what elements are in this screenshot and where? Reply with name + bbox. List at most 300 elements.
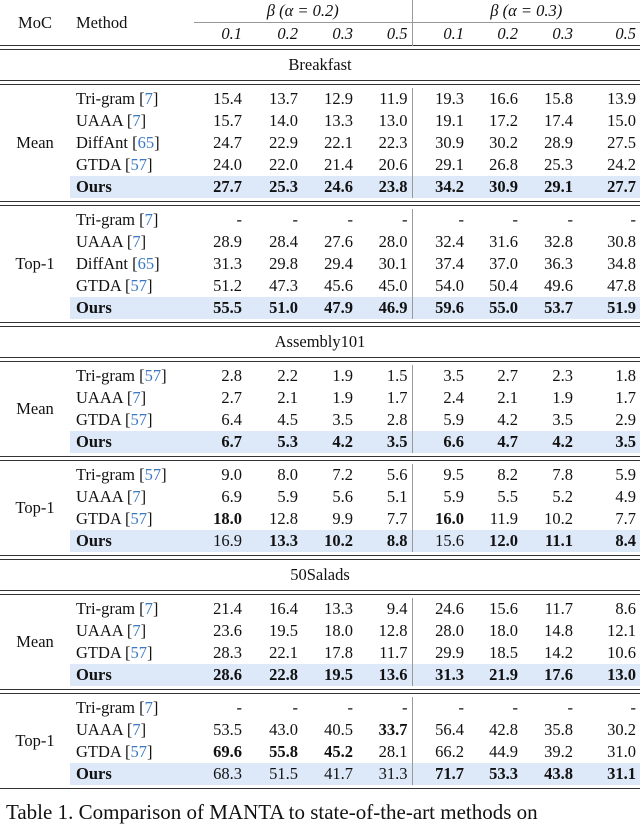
citation-link[interactable]: 57 bbox=[130, 509, 148, 528]
moc-label: Top-1 bbox=[15, 498, 55, 517]
value-cell: 31.1 bbox=[577, 763, 640, 785]
method-name: GTDA bbox=[76, 276, 121, 295]
value-cell: 41.7 bbox=[302, 763, 357, 785]
citation-link[interactable]: 7 bbox=[132, 111, 141, 130]
section-title-row bbox=[0, 327, 640, 358]
citation-link[interactable]: 57 bbox=[130, 155, 148, 174]
method-cell: DiffAnt [65] bbox=[76, 254, 160, 273]
table-row bbox=[0, 365, 640, 387]
table-row-ours bbox=[0, 763, 640, 785]
value-cell: 22.0 bbox=[269, 155, 298, 174]
value-cell: 13.6 bbox=[357, 664, 412, 686]
value-cell: 7.7 bbox=[386, 509, 408, 528]
value-cell: 49.6 bbox=[544, 276, 574, 295]
value-cell: 4.2 bbox=[522, 431, 577, 453]
value-cell: 1.8 bbox=[615, 366, 637, 385]
citation-link[interactable]: 57 bbox=[130, 410, 148, 429]
value-cell: 31.3 bbox=[213, 254, 242, 273]
value-cell: 2.1 bbox=[497, 388, 519, 407]
value-cell: 47.8 bbox=[607, 276, 637, 295]
value-cell: 11.9 bbox=[379, 89, 408, 108]
method-cell: GTDA [57] bbox=[76, 509, 153, 528]
col-header-moc: MoC bbox=[18, 12, 52, 32]
value-cell: 29.8 bbox=[269, 254, 298, 273]
value-cell: 15.6 bbox=[412, 530, 468, 552]
method-name: UAAA bbox=[76, 487, 123, 506]
value-cell: 30.1 bbox=[378, 254, 408, 273]
value-cell: 19.1 bbox=[412, 110, 468, 132]
table-row bbox=[0, 88, 640, 110]
table-row bbox=[0, 132, 640, 154]
table-row-ours bbox=[0, 297, 640, 319]
value-cell: 20.6 bbox=[378, 155, 408, 174]
value-cell: - bbox=[236, 698, 242, 717]
value-cell: 3.5 bbox=[332, 410, 353, 429]
bottom-rule-cell bbox=[0, 789, 640, 791]
table-row bbox=[0, 697, 640, 719]
method-name: Ours bbox=[76, 298, 112, 317]
table-row bbox=[0, 253, 640, 275]
value-cell: 17.8 bbox=[324, 643, 353, 662]
value-cell: 12.9 bbox=[324, 89, 353, 108]
value-cell: 3.5 bbox=[577, 431, 640, 453]
value-cell: 22.9 bbox=[269, 133, 298, 152]
value-cell: 55.0 bbox=[468, 297, 522, 319]
citation-link[interactable]: 65 bbox=[137, 133, 155, 152]
citation-link[interactable]: 57 bbox=[144, 366, 162, 385]
value-cell: 18.0 bbox=[489, 621, 519, 640]
value-cell: 6.9 bbox=[221, 487, 242, 506]
value-cell: 33.7 bbox=[378, 720, 408, 739]
beta-subheader: 0.2 bbox=[497, 24, 519, 43]
value-cell: 45.0 bbox=[378, 276, 408, 295]
value-cell: 13.3 bbox=[324, 599, 353, 618]
value-cell: 55.5 bbox=[194, 297, 246, 319]
value-cell: 1.9 bbox=[332, 366, 353, 385]
value-cell: 45.2 bbox=[324, 742, 353, 761]
value-cell: 28.0 bbox=[412, 620, 468, 642]
table-row-ours bbox=[0, 530, 640, 552]
value-cell: 28.3 bbox=[213, 643, 242, 662]
value-cell: 22.1 bbox=[324, 133, 353, 152]
table-row bbox=[0, 209, 640, 231]
table-row bbox=[0, 231, 640, 253]
value-cell: 2.8 bbox=[221, 366, 242, 385]
citation-link[interactable]: 57 bbox=[130, 276, 148, 295]
method-cell: GTDA [57] bbox=[76, 155, 153, 174]
value-cell: 2.9 bbox=[615, 410, 637, 429]
value-cell: 14.8 bbox=[544, 621, 574, 640]
value-cell: 1.7 bbox=[386, 388, 408, 407]
value-cell: 42.8 bbox=[489, 720, 519, 739]
value-cell: 9.0 bbox=[221, 465, 242, 484]
method-name: DiffAnt bbox=[76, 254, 128, 273]
value-cell: 31.6 bbox=[489, 232, 519, 251]
value-cell: 4.5 bbox=[277, 410, 298, 429]
method-cell: UAAA [7] bbox=[76, 621, 147, 640]
method-cell bbox=[70, 431, 194, 453]
citation-link[interactable]: 7 bbox=[144, 599, 153, 618]
value-cell: 43.0 bbox=[269, 720, 298, 739]
value-cell: 6.4 bbox=[221, 410, 242, 429]
method-name: Ours bbox=[76, 432, 112, 451]
value-cell: 8.6 bbox=[615, 599, 637, 618]
value-cell: - bbox=[347, 698, 353, 717]
table-row bbox=[0, 741, 640, 763]
col-header-method: Method bbox=[76, 12, 128, 32]
value-cell: 17.2 bbox=[489, 111, 519, 130]
section-title-row bbox=[0, 50, 640, 81]
value-cell: 17.6 bbox=[522, 664, 577, 686]
value-cell: 5.9 bbox=[412, 486, 468, 508]
value-cell: 36.3 bbox=[544, 254, 574, 273]
method-cell: Tri-gram [7] bbox=[76, 89, 159, 108]
method-cell: Tri-gram [7] bbox=[76, 599, 159, 618]
value-cell: 5.6 bbox=[332, 487, 353, 506]
value-cell: 2.8 bbox=[386, 410, 408, 429]
method-cell bbox=[70, 763, 194, 785]
table-row bbox=[0, 464, 640, 486]
value-cell: 22.3 bbox=[378, 133, 408, 152]
value-cell: 30.9 bbox=[468, 176, 522, 198]
method-cell: UAAA [7] bbox=[76, 232, 147, 251]
value-cell: 34.2 bbox=[412, 176, 468, 198]
method-cell: GTDA [57] bbox=[76, 410, 153, 429]
method-name: DiffAnt bbox=[76, 133, 128, 152]
citation-link[interactable]: 57 bbox=[144, 465, 162, 484]
method-cell: Tri-gram [7] bbox=[76, 698, 159, 717]
value-cell: 7.2 bbox=[332, 465, 353, 484]
value-cell: 11.1 bbox=[522, 530, 577, 552]
method-cell: GTDA [57] bbox=[76, 276, 153, 295]
beta-subheader: 0.3 bbox=[332, 24, 353, 43]
citation-link[interactable]: 7 bbox=[144, 210, 153, 229]
table-row bbox=[0, 409, 640, 431]
value-cell: 28.9 bbox=[544, 133, 574, 152]
method-name: UAAA bbox=[76, 388, 123, 407]
value-cell: - bbox=[630, 210, 637, 229]
method-name: Ours bbox=[76, 531, 112, 550]
value-cell: 31.3 bbox=[412, 664, 468, 686]
value-cell: 18.0 bbox=[324, 621, 353, 640]
citation-link[interactable]: 7 bbox=[132, 720, 141, 739]
dataset-title: 50Salads bbox=[290, 565, 350, 584]
value-cell: 46.9 bbox=[357, 297, 412, 319]
value-cell: - bbox=[402, 210, 408, 229]
moc-label: Mean bbox=[16, 399, 54, 418]
beta-subheader: 0.3 bbox=[552, 24, 574, 43]
value-cell: 15.8 bbox=[544, 89, 574, 108]
value-cell: 24.7 bbox=[213, 133, 242, 152]
method-cell bbox=[70, 297, 194, 319]
value-cell: 31.3 bbox=[357, 763, 412, 785]
value-cell: 23.6 bbox=[213, 621, 242, 640]
value-cell: 22.1 bbox=[269, 643, 298, 662]
value-cell: 12.0 bbox=[468, 530, 522, 552]
citation-link[interactable]: 7 bbox=[132, 232, 141, 251]
value-cell: 21.4 bbox=[324, 155, 353, 174]
value-cell: 56.4 bbox=[412, 719, 468, 741]
citation-link[interactable]: 7 bbox=[132, 621, 141, 640]
method-cell: UAAA [7] bbox=[76, 388, 147, 407]
value-cell: 27.7 bbox=[577, 176, 640, 198]
bottom-rule bbox=[0, 789, 640, 791]
value-cell: 54.0 bbox=[412, 275, 468, 297]
value-cell: 24.6 bbox=[412, 598, 468, 620]
value-cell: 15.6 bbox=[489, 599, 519, 618]
method-cell: Tri-gram [57] bbox=[76, 366, 167, 385]
value-cell: 51.5 bbox=[246, 763, 302, 785]
value-cell: 68.3 bbox=[194, 763, 246, 785]
value-cell: - bbox=[512, 210, 519, 229]
value-cell: 4.2 bbox=[497, 410, 519, 429]
beta-group-header-2: β (α = 0.3) bbox=[412, 0, 640, 23]
citation-link[interactable]: 65 bbox=[137, 254, 155, 273]
value-cell: 2.2 bbox=[277, 366, 298, 385]
value-cell: 1.7 bbox=[615, 388, 637, 407]
citation-link[interactable]: 7 bbox=[132, 388, 141, 407]
value-cell: 10.6 bbox=[607, 643, 637, 662]
value-cell: 16.0 bbox=[412, 508, 468, 530]
value-cell: 12.8 bbox=[378, 621, 408, 640]
value-cell: 5.3 bbox=[246, 431, 302, 453]
value-cell: 7.7 bbox=[615, 509, 637, 528]
value-cell: 19.3 bbox=[412, 88, 468, 110]
method-name: Tri-gram bbox=[76, 89, 135, 108]
value-cell: 45.6 bbox=[324, 276, 353, 295]
value-cell: 29.1 bbox=[412, 154, 468, 176]
citation-link[interactable]: 7 bbox=[132, 487, 141, 506]
value-cell: 27.6 bbox=[324, 232, 353, 251]
value-cell: 5.5 bbox=[497, 487, 519, 506]
value-cell: 29.1 bbox=[522, 176, 577, 198]
beta-subheader: 0.1 bbox=[412, 23, 468, 46]
citation-link[interactable]: 57 bbox=[130, 742, 148, 761]
value-cell: 69.6 bbox=[213, 742, 242, 761]
value-cell: 5.2 bbox=[552, 487, 574, 506]
value-cell: 13.7 bbox=[269, 89, 298, 108]
value-cell: 39.2 bbox=[544, 742, 574, 761]
value-cell: 18.0 bbox=[213, 509, 242, 528]
method-cell: UAAA [7] bbox=[76, 111, 147, 130]
value-cell: 26.8 bbox=[489, 155, 519, 174]
value-cell: 13.3 bbox=[324, 111, 353, 130]
value-cell: 30.2 bbox=[607, 720, 637, 739]
value-cell: 31.0 bbox=[607, 742, 637, 761]
value-cell: - bbox=[292, 698, 298, 717]
value-cell: 5.9 bbox=[412, 409, 468, 431]
value-cell: 11.7 bbox=[544, 599, 574, 618]
value-cell: 9.9 bbox=[332, 509, 353, 528]
value-cell: 53.3 bbox=[468, 763, 522, 785]
table-row bbox=[0, 642, 640, 664]
value-cell: 17.4 bbox=[544, 111, 574, 130]
method-name: UAAA bbox=[76, 232, 123, 251]
moc-label: Mean bbox=[16, 133, 54, 152]
table-row bbox=[0, 387, 640, 409]
method-name: Tri-gram bbox=[76, 366, 135, 385]
table-row bbox=[0, 110, 640, 132]
citation-link[interactable]: 7 bbox=[144, 89, 153, 108]
value-cell: 9.4 bbox=[386, 599, 408, 618]
header-row-1 bbox=[0, 0, 640, 23]
value-cell: 24.0 bbox=[213, 155, 242, 174]
value-cell: 4.9 bbox=[615, 487, 637, 506]
value-cell: 1.9 bbox=[332, 388, 353, 407]
value-cell: - bbox=[347, 210, 353, 229]
value-cell: 13.0 bbox=[378, 111, 408, 130]
beta-subheader: 0.5 bbox=[615, 24, 637, 43]
method-name: Tri-gram bbox=[76, 210, 135, 229]
method-name: Ours bbox=[76, 764, 112, 783]
value-cell: 8.4 bbox=[577, 530, 640, 552]
table-row-ours bbox=[0, 664, 640, 686]
table-row bbox=[0, 508, 640, 530]
beta-subheader: 0.5 bbox=[386, 24, 408, 43]
value-cell: 35.8 bbox=[544, 720, 574, 739]
beta-subheader: 0.1 bbox=[221, 24, 242, 43]
value-cell: - bbox=[512, 698, 519, 717]
value-cell: - bbox=[292, 210, 298, 229]
value-cell: 15.4 bbox=[213, 89, 242, 108]
value-cell: 51.9 bbox=[577, 297, 640, 319]
method-name: UAAA bbox=[76, 720, 123, 739]
value-cell: 37.4 bbox=[412, 253, 468, 275]
value-cell: 24.6 bbox=[302, 176, 357, 198]
value-cell: 29.4 bbox=[324, 254, 353, 273]
value-cell: 30.2 bbox=[489, 133, 519, 152]
value-cell: 43.8 bbox=[522, 763, 577, 785]
method-cell bbox=[70, 176, 194, 198]
value-cell: 21.9 bbox=[468, 664, 522, 686]
value-cell: - bbox=[412, 697, 468, 719]
method-name: Ours bbox=[76, 665, 112, 684]
table-row-ours bbox=[0, 176, 640, 198]
dataset-title: Assembly101 bbox=[274, 332, 366, 351]
value-cell: - bbox=[567, 210, 574, 229]
table-row bbox=[0, 486, 640, 508]
moc-label: Top-1 bbox=[15, 254, 55, 273]
value-cell: - bbox=[236, 210, 242, 229]
value-cell: 8.2 bbox=[497, 465, 519, 484]
table-row bbox=[0, 620, 640, 642]
value-cell: 4.7 bbox=[468, 431, 522, 453]
table-row-ours bbox=[0, 431, 640, 453]
value-cell: 25.3 bbox=[544, 155, 574, 174]
method-cell: UAAA [7] bbox=[76, 487, 147, 506]
value-cell: 13.9 bbox=[607, 89, 637, 108]
value-cell: 47.3 bbox=[269, 276, 298, 295]
value-cell: 66.2 bbox=[412, 741, 468, 763]
citation-link[interactable]: 7 bbox=[144, 698, 153, 717]
table-row bbox=[0, 275, 640, 297]
value-cell: 59.6 bbox=[412, 297, 468, 319]
value-cell: 28.6 bbox=[194, 664, 246, 686]
value-cell: 13.0 bbox=[577, 664, 640, 686]
value-cell: 14.0 bbox=[269, 111, 298, 130]
value-cell: 15.0 bbox=[607, 111, 637, 130]
citation-link[interactable]: 57 bbox=[130, 643, 148, 662]
value-cell: 24.2 bbox=[607, 155, 637, 174]
value-cell: 14.2 bbox=[544, 643, 574, 662]
dataset-title: Breakfast bbox=[288, 55, 352, 74]
value-cell: 44.9 bbox=[489, 742, 519, 761]
value-cell: 29.9 bbox=[412, 642, 468, 664]
section-title-row bbox=[0, 560, 640, 591]
value-cell: 40.5 bbox=[324, 720, 353, 739]
moc-label: Top-1 bbox=[15, 731, 55, 750]
value-cell: 47.9 bbox=[302, 297, 357, 319]
method-cell: GTDA [57] bbox=[76, 742, 153, 761]
value-cell: 16.6 bbox=[489, 89, 519, 108]
value-cell: 10.2 bbox=[544, 509, 574, 528]
value-cell: 23.8 bbox=[357, 176, 412, 198]
method-name: GTDA bbox=[76, 742, 121, 761]
value-cell: 27.7 bbox=[194, 176, 246, 198]
value-cell: 32.4 bbox=[412, 231, 468, 253]
value-cell: 2.7 bbox=[221, 388, 242, 407]
table-row bbox=[0, 154, 640, 176]
value-cell: 13.3 bbox=[246, 530, 302, 552]
value-cell: 71.7 bbox=[412, 763, 468, 785]
value-cell: 16.9 bbox=[194, 530, 246, 552]
value-cell: - bbox=[630, 698, 637, 717]
beta-subheader: 0.2 bbox=[277, 24, 298, 43]
method-cell bbox=[70, 664, 194, 686]
value-cell: 28.4 bbox=[269, 232, 298, 251]
method-name: GTDA bbox=[76, 410, 121, 429]
value-cell: 5.6 bbox=[386, 465, 408, 484]
value-cell: 53.5 bbox=[213, 720, 242, 739]
value-cell: 19.5 bbox=[302, 664, 357, 686]
value-cell: 18.5 bbox=[489, 643, 519, 662]
method-name: Tri-gram bbox=[76, 698, 135, 717]
method-name: UAAA bbox=[76, 111, 123, 130]
value-cell: 7.8 bbox=[552, 465, 574, 484]
value-cell: 5.1 bbox=[386, 487, 408, 506]
value-cell: 5.9 bbox=[615, 465, 637, 484]
value-cell: 11.7 bbox=[379, 643, 408, 662]
value-cell: 21.4 bbox=[213, 599, 242, 618]
value-cell: 2.4 bbox=[412, 387, 468, 409]
value-cell: 53.7 bbox=[522, 297, 577, 319]
value-cell: 28.9 bbox=[213, 232, 242, 251]
value-cell: - bbox=[402, 698, 408, 717]
value-cell: 1.9 bbox=[552, 388, 574, 407]
value-cell: 25.3 bbox=[246, 176, 302, 198]
value-cell: 55.8 bbox=[269, 742, 298, 761]
value-cell: 32.8 bbox=[544, 232, 574, 251]
value-cell: 15.7 bbox=[213, 111, 242, 130]
method-cell: DiffAnt [65] bbox=[76, 133, 160, 152]
value-cell: - bbox=[412, 209, 468, 231]
value-cell: 27.5 bbox=[607, 133, 637, 152]
method-name: Tri-gram bbox=[76, 465, 135, 484]
table-row bbox=[0, 719, 640, 741]
value-cell: 16.4 bbox=[269, 599, 298, 618]
value-cell: 19.5 bbox=[269, 621, 298, 640]
value-cell: 9.5 bbox=[412, 464, 468, 486]
method-name: GTDA bbox=[76, 155, 121, 174]
method-cell: UAAA [7] bbox=[76, 720, 147, 739]
table-caption: Table 1. Comparison of MANTA to state-of-the-art methods on bbox=[6, 800, 538, 824]
value-cell: 6.6 bbox=[412, 431, 468, 453]
value-cell: 1.5 bbox=[386, 366, 408, 385]
value-cell: 2.3 bbox=[552, 366, 574, 385]
method-cell: Tri-gram [7] bbox=[76, 210, 159, 229]
value-cell: 34.8 bbox=[607, 254, 637, 273]
value-cell: 30.8 bbox=[607, 232, 637, 251]
